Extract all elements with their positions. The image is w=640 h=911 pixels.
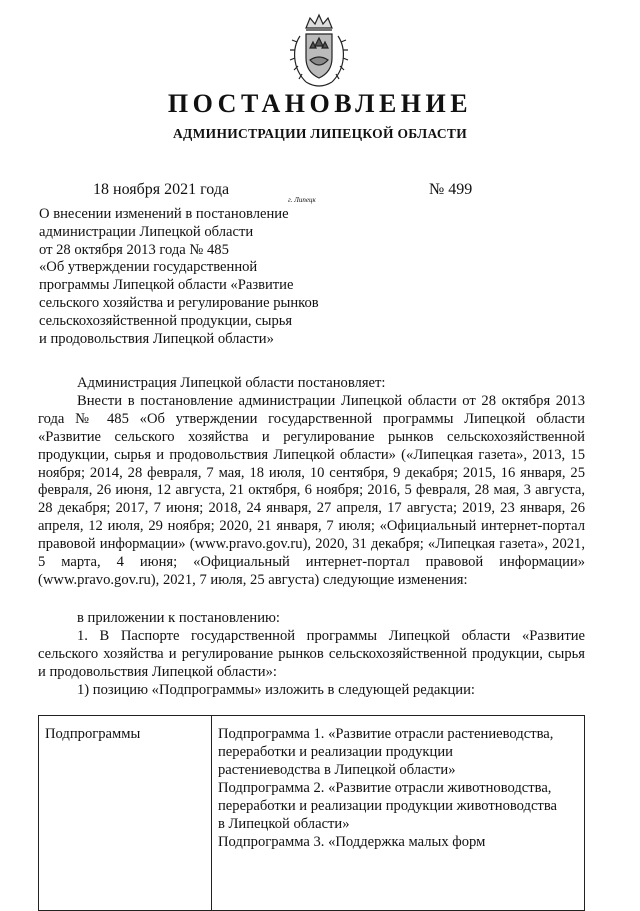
table-line: переработки и реализации продукции животноводства bbox=[218, 798, 557, 814]
document-date: 18 ноября 2021 года bbox=[93, 181, 230, 198]
subject-line: «Об утверждении государственной bbox=[39, 259, 258, 276]
subject-line: сельскохозяйственной продукции, сырья bbox=[39, 312, 293, 329]
document-subtitle: АДМИНИСТРАЦИИ ЛИПЕЦКОЙ ОБЛАСТИ bbox=[172, 126, 468, 141]
table-line: в Липецкой области» bbox=[218, 816, 350, 832]
coat-of-arms-emblem bbox=[286, 12, 352, 92]
table-line: Подпрограмма 1. «Развитие отрасли растениеводства, bbox=[218, 726, 554, 742]
table-line: Подпрограмма 3. «Поддержка малых форм bbox=[218, 834, 486, 850]
document-city: г. Липецк bbox=[288, 196, 316, 204]
appendix-paragraph: в приложении к постановлению: bbox=[77, 609, 280, 626]
subprograms-paragraph: 1) позицию «Подпрограммы» изложить в следующей редакции: bbox=[77, 681, 475, 698]
subject-line: сельского хозяйства и регулирование рынков bbox=[39, 294, 319, 311]
document-body bbox=[38, 375, 585, 699]
document-subject bbox=[39, 206, 329, 348]
table-row bbox=[39, 716, 585, 911]
subject-line: от 28 октября 2013 года № 485 bbox=[39, 241, 229, 258]
table-line: Подпрограмма 2. «Развитие отрасли животноводства, bbox=[218, 780, 552, 796]
passport-paragraph: 1. В Паспорте государственной программы Липецкой области «Развитие сельского хозяйства и регулирование рынков сельскохозяйственной продукции, сырья и продовольствия Липецкой области»: bbox=[38, 627, 585, 680]
table-line: переработки и реализации продукции bbox=[218, 744, 453, 760]
subject-line: О внесении изменений в постановление bbox=[39, 206, 289, 222]
document-title: ПОСТАНОВЛЕНИЕ bbox=[167, 89, 473, 118]
document-number: № 499 bbox=[429, 181, 473, 198]
subject-line: администрации Липецкой области bbox=[39, 223, 254, 240]
table-cell-label: Подпрограммы bbox=[39, 716, 212, 911]
table-line: растениеводства в Липецкой области» bbox=[218, 762, 456, 778]
resolution-intro: Администрация Липецкой области постановляет: bbox=[77, 375, 386, 391]
subject-line: и продовольствия Липецкой области» bbox=[39, 330, 274, 347]
subprograms-table bbox=[38, 715, 585, 911]
resolution-main-paragraph: Внести в постановление администрации Липецкой области от 28 октября 2013 года № 485 «Об утверждении государственной программы Липецкой области «Развитие сельского хозяйства и регулирование рынков сельскохозяйственной продукции, сырья и продовольствия Липецкой области» («Липецкая газета», 2013, 15 ноября; 2014, 28 февраля, 7 мая, 18 июля, 10 сентября, 9 декабря; 2015, 16 января, 25 февраля, 26 июня, 12 августа, 21 октября, 6 ноября; 2016, 5 февраля, 28 мая, 3 августа, 28 декабря; 2017, 7 июня; 2018, 24 января, 27 апреля, 17 августа; 2019, 23 января, 26 апреля, 12 июля, 29 ноября; 2020, 21 января, 7 июля; «Официальный интернет-портал правовой информации» (www.pravo.gov.ru), 2020, 31 декабря; «Липецкая газета», 2021, 5 марта, 4 июня; «Официальный интернет-портал правовой информации» (www.pravo.gov.ru), 2021, 7 июля, 25 августа) следующие изменения: bbox=[38, 392, 585, 588]
subject-line: программы Липецкой области «Развитие bbox=[39, 277, 294, 294]
table-cell-content bbox=[212, 716, 585, 911]
